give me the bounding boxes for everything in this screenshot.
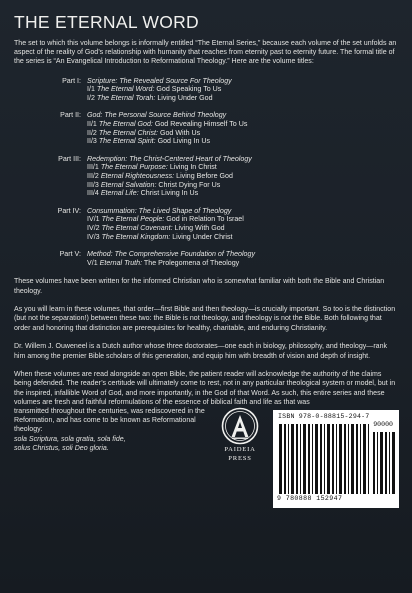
closing-text: transmitted throughout the centuries, was rediscovered in the Reformation, and has come to be known as Reformational theology: bbox=[14, 408, 205, 434]
barcode-stripe bbox=[332, 424, 334, 494]
part-body bbox=[87, 155, 398, 198]
volume-italic: The Eternal Torah: bbox=[96, 93, 156, 102]
part-heading: Redemption: The Christ-Centered Heart of Theology bbox=[87, 154, 252, 163]
barcode-stripe bbox=[368, 424, 369, 494]
volume-title bbox=[87, 94, 398, 103]
volume-title bbox=[87, 85, 398, 94]
barcode-stripe bbox=[296, 424, 298, 494]
volume-italic: The Eternal People: bbox=[101, 215, 165, 224]
part-number: Part I: bbox=[62, 76, 81, 85]
part-heading: Consummation: The Lived Shape of Theology bbox=[87, 206, 232, 215]
barcode-stripe bbox=[389, 432, 390, 494]
barcode-stripe bbox=[308, 424, 310, 494]
part-body bbox=[87, 77, 398, 103]
barcode-stripe bbox=[339, 424, 342, 494]
volume-code: IV/3 bbox=[87, 232, 102, 241]
volume-rest: Living Under God bbox=[155, 93, 213, 102]
solas-line-2: solus Christus, soli Deo gloria. bbox=[14, 444, 109, 452]
barcode-stripe bbox=[324, 424, 325, 494]
volume-title bbox=[87, 120, 398, 129]
barcode-stripe bbox=[360, 424, 361, 494]
volume-title bbox=[87, 129, 398, 138]
volume-code: II/2 bbox=[87, 128, 99, 137]
barcode-stripe bbox=[327, 424, 330, 494]
volume-italic: The Eternal Spirit: bbox=[98, 137, 156, 146]
solas-line-1: sola Scriptura, sola gratia, sola fide, bbox=[14, 435, 126, 443]
part-body bbox=[87, 207, 398, 241]
volume-title bbox=[87, 172, 398, 181]
part-entry bbox=[14, 77, 398, 103]
barcode-label bbox=[273, 410, 399, 508]
price-code: 90000 bbox=[373, 421, 393, 429]
series-title: THE ETERNAL WORD bbox=[14, 12, 199, 32]
volume-title bbox=[87, 163, 398, 172]
volume-rest: God Revealing Himself To Us bbox=[152, 119, 248, 128]
part-number: Part V: bbox=[59, 250, 81, 259]
part-heading: Scripture: The Revealed Source For Theology bbox=[87, 76, 232, 85]
volume-title bbox=[87, 181, 398, 190]
barcode-stripe bbox=[336, 424, 337, 494]
barcode-stripe bbox=[315, 424, 318, 494]
barcode-stripe bbox=[291, 424, 294, 494]
closing-paragraph bbox=[14, 407, 214, 453]
volume-italic: The Eternal Kingdom: bbox=[101, 232, 171, 241]
volume-italic: The Eternal Christ: bbox=[98, 128, 158, 137]
part-entry bbox=[14, 155, 398, 198]
volume-rest: Living In Christ bbox=[167, 163, 217, 172]
volume-italic: The Eternal Covenant: bbox=[101, 223, 173, 232]
part-entry bbox=[14, 207, 398, 241]
part-heading: God: The Personal Source Behind Theology bbox=[87, 111, 227, 120]
barcode-stripe bbox=[320, 424, 322, 494]
volume-title bbox=[87, 215, 398, 224]
barcode-stripe bbox=[344, 424, 346, 494]
barcode-stripe bbox=[348, 424, 349, 494]
part-entry bbox=[14, 250, 398, 267]
barcode-stripe bbox=[279, 424, 282, 494]
volume-rest: God Speaking To Us bbox=[154, 85, 222, 94]
price-barcode-graphic bbox=[373, 432, 395, 494]
audience-paragraph: These volumes have been written for the informed Christian who is somewhat familiar with both the Bible and Christian theology. bbox=[14, 278, 385, 295]
isbn-text: ISBN 978-0-88815-294-7 bbox=[278, 413, 370, 421]
volume-italic: The Eternal Word: bbox=[96, 85, 155, 94]
part-heading: Method: The Comprehensive Foundation of Theology bbox=[87, 250, 255, 259]
barcode-stripe bbox=[351, 424, 354, 494]
barcode-stripe bbox=[385, 432, 387, 494]
author-paragraph: Dr. Willem J. Ouweneel is a Dutch author whose three doctorates—one each in biology, philosophy, and theology—rank him among the premier Bible scholars of this generation, and equip him with breadth of vision and depth of insight. bbox=[14, 343, 388, 360]
volume-italic: Eternal Truth: bbox=[99, 258, 143, 267]
volume-rest: God With Us bbox=[157, 128, 201, 137]
volume-code: III/3 bbox=[87, 180, 101, 189]
publisher-name-1: PAIDEIA bbox=[224, 446, 256, 454]
part-number: Part IV: bbox=[57, 206, 81, 215]
barcode-stripe bbox=[300, 424, 301, 494]
volume-rest: Christ Dying For Us bbox=[156, 180, 221, 189]
volume-rest: The Prolegomena of Theology bbox=[142, 258, 240, 267]
bottom-section bbox=[14, 407, 398, 513]
publisher-name-2: PRESS bbox=[228, 454, 252, 462]
barcode-stripe bbox=[363, 424, 366, 494]
barcode-stripe bbox=[303, 424, 306, 494]
volume-title bbox=[87, 189, 398, 198]
volume-code: III/2 bbox=[87, 171, 101, 180]
paideia-emblem-icon bbox=[221, 407, 259, 445]
volume-code: I/2 bbox=[87, 93, 97, 102]
volume-code: III/1 bbox=[87, 163, 101, 172]
order-paragraph: As you will learn in these volumes, that order—first Bible and then theology—is crucially important. So too is the distinction (but not the separation!) between these two: the Bible is not theology, and theology is not the Bible. Both following that order and honoring that distinction are prerequisites for healthy, charitable, and enduring Christianity. bbox=[14, 306, 396, 332]
volume-rest: Christ Living In Us bbox=[138, 189, 199, 198]
barcode-stripe bbox=[284, 424, 286, 494]
part-body bbox=[87, 250, 398, 267]
barcode-stripe bbox=[356, 424, 358, 494]
volume-code: I/1 bbox=[87, 85, 97, 94]
volume-italic: Eternal Life: bbox=[100, 189, 139, 198]
volume-title bbox=[87, 137, 398, 146]
volume-code: IV/2 bbox=[87, 223, 102, 232]
volume-code: II/3 bbox=[87, 137, 99, 146]
part-entry bbox=[14, 111, 398, 145]
volume-title bbox=[87, 233, 398, 242]
barcode-stripe bbox=[392, 432, 395, 494]
volume-list bbox=[14, 77, 398, 268]
barcode-stripe bbox=[373, 432, 375, 494]
barcode-stripe bbox=[288, 424, 289, 494]
volume-code: IV/1 bbox=[87, 215, 102, 224]
volume-title bbox=[87, 259, 398, 268]
volume-italic: The Eternal God: bbox=[98, 119, 153, 128]
volume-italic: Eternal Salvation: bbox=[100, 180, 157, 189]
barcode-stripe bbox=[377, 432, 378, 494]
volume-rest: Living Before God bbox=[174, 171, 233, 180]
barcode-stripe bbox=[312, 424, 313, 494]
volume-code: V/1 bbox=[87, 258, 100, 267]
volume-rest: Living With God bbox=[172, 223, 225, 232]
reader-paragraph: When these volumes are read alongside an open Bible, the patient reader will acknowledge the authority of the claims being defended. The reader’s certitude will ultimately come to rest, not in any particular theological system or model, but in the inspired, infallible Word of God, and more importantly, in the God of that Word. As such, this entire series and these volumes are fresh and faithful reformulations of the essence of biblical faith and life as that was bbox=[14, 371, 396, 406]
volume-rest: God in Relation To Israel bbox=[164, 215, 244, 224]
volume-italic: The Eternal Purpose: bbox=[100, 163, 168, 172]
volume-rest: God Living In Us bbox=[155, 137, 211, 146]
intro-paragraph: The set to which this volume belongs is informally entitled “The Eternal Series,” because each volume of the set unfolds an aspect of the reality of God’s relationship with humanity that reaches from eternity past to eternity future. The formal title of the series is “An Evangelical Introduction to Reformational Theology.” Here are the volume titles: bbox=[14, 40, 397, 66]
volume-italic: Eternal Righteousness: bbox=[100, 171, 175, 180]
volume-code: III/4 bbox=[87, 189, 101, 198]
volume-code: II/1 bbox=[87, 119, 99, 128]
publisher-logo bbox=[216, 407, 264, 462]
volume-title bbox=[87, 224, 398, 233]
part-number: Part II: bbox=[60, 111, 81, 120]
barcode-graphic bbox=[279, 424, 369, 494]
barcode-number: 9 780888 152947 bbox=[277, 495, 343, 503]
part-body bbox=[87, 111, 398, 145]
barcode-stripe bbox=[380, 432, 383, 494]
part-number: Part III: bbox=[58, 154, 81, 163]
volume-rest: Living Under Christ bbox=[170, 232, 233, 241]
